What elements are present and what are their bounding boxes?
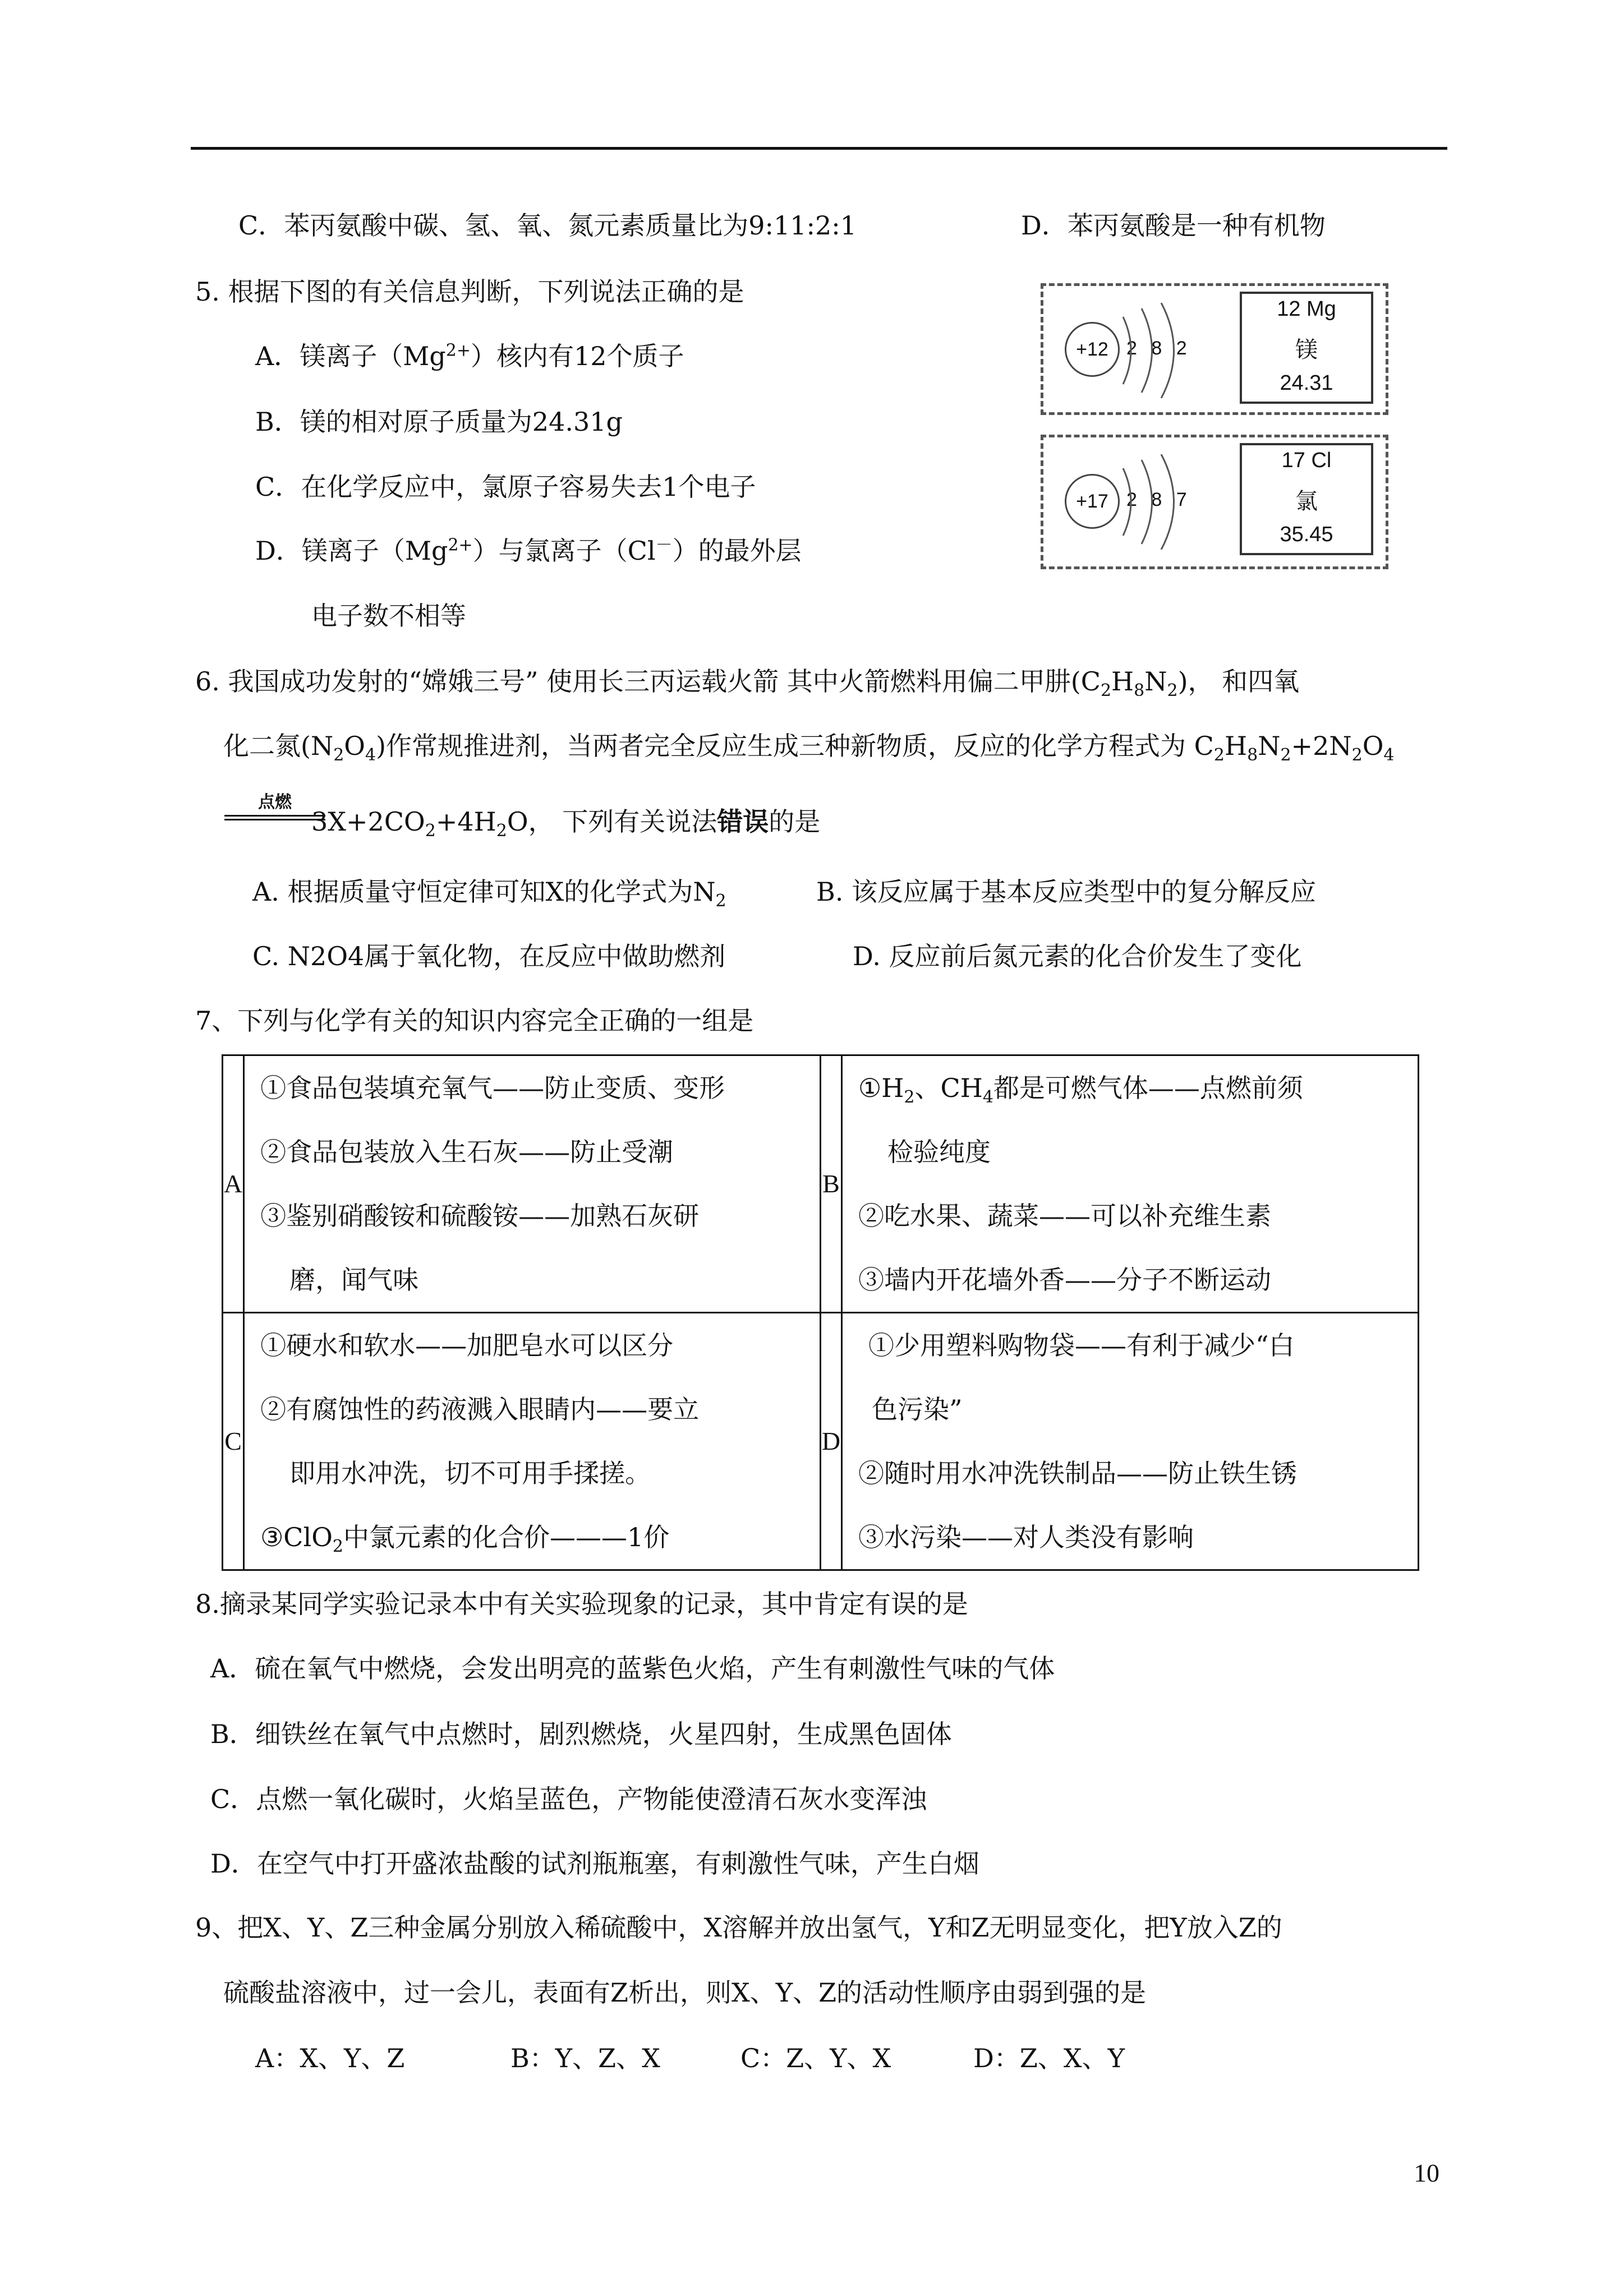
q6-stem-line1: 6. 我国成功发射的“嫦娥三号” 使用长三丙运载火箭 其中火箭燃料用偏二甲肼$(C_2H_8N_2)$， 和四氧 <box>195 666 1300 701</box>
q5-option-c: C．在化学反应中，氯原子容易失去1个电子 <box>255 472 756 502</box>
q6-option-a: A. 根据质量守恒定律可知X的化学式为$N_2$ <box>252 877 726 911</box>
q7-label-d: D <box>820 1313 841 1570</box>
q4-option-c: C．苯丙氨酸中碳、氢、氧、氮元素质量比为9:11:2:1 <box>238 210 857 241</box>
cl-name: 氯 <box>1295 488 1318 514</box>
q7-stem: 7、下列与化学有关的知识内容完全正确的一组是 <box>195 1006 754 1036</box>
page-number: 10 <box>1414 2159 1439 2187</box>
q7-a-line3: ③鉴别硝酸铵和硫酸铵——加熟石灰研 <box>260 1201 700 1231</box>
q7-label-b: B <box>820 1055 841 1313</box>
q8-option-c: C．点燃一氧化碳时，火焰呈蓝色，产物能使澄清石灰水变浑浊 <box>210 1784 927 1814</box>
q9-stem-line2: 硫酸盐溶液中，过一会儿，表面有Z析出，则X、Y、Z的活动性顺序由弱到强的是 <box>223 1977 1147 2008</box>
q7-b-line2: 检验纯度 <box>887 1137 991 1167</box>
cl-mass: 35.45 <box>1280 523 1333 546</box>
q6-option-d: D. 反应前后氮元素的化合价发生了变化 <box>853 941 1302 971</box>
q7-a-line2: ②食品包装放入生石灰——防止受潮 <box>260 1137 674 1167</box>
q8-option-a: A．硫在氧气中燃烧，会发出明亮的蓝紫色火焰，产生有刺激性气味的气体 <box>210 1653 1055 1684</box>
q7-a-line1: ①食品包装填充氧气——防止变质、变形 <box>260 1073 725 1103</box>
cl-electron-shells: 2 8 7 <box>1126 489 1191 510</box>
q7-label-c: C <box>223 1313 244 1570</box>
q6-option-b: B. 该反应属于基本反应类型中的复分解反应 <box>816 877 1317 907</box>
mg-periodic-cell <box>1240 292 1373 404</box>
q6-stem-line3: $3X+2CO_2+4H_2O$， 下列有关说法错误的是 <box>311 806 821 841</box>
q7-cell-c <box>244 1313 821 1570</box>
q7-d-line3: ②随时用水冲洗铁制品——防止铁生锈 <box>858 1458 1298 1488</box>
q5-option-a: A．镁离子$(Mg^{2+})$核内有12个质子 <box>255 340 684 371</box>
q7-cell-b <box>842 1055 1419 1313</box>
q7-b-line4: ③墙内开花墙外香——分子不断运动 <box>858 1265 1272 1295</box>
q5-option-d-continued: 电子数不相等 <box>311 601 466 631</box>
q5-option-b: B．镁的相对原子质量为24.31g <box>255 407 623 437</box>
q9-option-d: D：Z、X、Y <box>973 2043 1125 2073</box>
q7-d-line2: 色污染” <box>872 1394 963 1424</box>
q7-c-line1: ①硬水和软水——加肥皂水可以区分 <box>260 1330 674 1361</box>
q7-c-line4: ③ClO$_2$中氯元素的化合价———1价 <box>260 1522 670 1557</box>
mg-number-symbol: 12 Mg <box>1277 297 1336 321</box>
header-rule <box>191 147 1447 150</box>
q5-option-d: D．镁离子$(Mg^{2+})$与氯离子（Cl－）的最外层 <box>255 535 802 566</box>
mg-shell-arcs <box>1116 303 1189 398</box>
q5-stem: 5. 根据下图的有关信息判断，下列说法正确的是 <box>195 276 744 307</box>
q8-option-b: B．细铁丝在氧气中点燃时，剧烈燃烧，火星四射，生成黑色固体 <box>210 1719 952 1749</box>
reaction-condition <box>224 792 325 820</box>
cl-periodic-cell <box>1240 443 1373 555</box>
q7-cell-a <box>244 1055 821 1313</box>
q9-option-b: B：Y、Z、X <box>510 2043 660 2073</box>
q8-option-d: D．在空气中打开盛浓盐酸的试剂瓶瓶塞，有刺激性气味，产生白烟 <box>210 1848 979 1879</box>
q7-c-line2: ②有腐蚀性的药液溅入眼睛内——要立 <box>260 1394 700 1424</box>
q7-b-line1: $①H_2$、$CH_4$都是可燃气体——点燃前须 <box>858 1073 1303 1108</box>
mg-name: 镁 <box>1295 337 1318 363</box>
q7-c-line3: 即用水冲洗，切不可用手揉搓。 <box>289 1458 651 1488</box>
q6-option-c: C. N2O4属于氧化物，在反应中做助燃剂 <box>252 941 726 971</box>
q7-a-line4: 磨，闻气味 <box>289 1265 419 1295</box>
cl-number-symbol: 17 Cl <box>1281 449 1332 472</box>
mg-mass: 24.31 <box>1280 371 1333 395</box>
mg-nucleus: +12 <box>1065 322 1120 377</box>
q9-option-a: A：X、Y、Z <box>255 2043 405 2073</box>
q7-d-line1: ①少用塑料购物袋——有利于减少“白 <box>868 1330 1295 1361</box>
q7-b-line3: ②吃水果、蔬菜——可以补充维生素 <box>858 1201 1272 1231</box>
q8-stem: 8.摘录某同学实验记录本中有关实验现象的记录，其中肯定有误的是 <box>195 1589 968 1619</box>
q7-table <box>222 1054 1419 1571</box>
q9-option-c: C：Z、Y、X <box>740 2043 891 2073</box>
cl-shell-arcs <box>1116 454 1189 550</box>
q4-option-d: D．苯丙氨酸是一种有机物 <box>1021 210 1326 241</box>
reaction-equals-sign <box>224 815 325 820</box>
cl-nucleus: +17 <box>1065 474 1120 529</box>
reaction-condition-label: 点燃 <box>258 792 292 812</box>
q7-label-a: A <box>223 1055 244 1313</box>
q7-d-line4: ③水污染——对人类没有影响 <box>858 1522 1194 1552</box>
mg-electron-shells: 2 8 2 <box>1126 338 1191 359</box>
q9-stem-line1: 9、把X、Y、Z三种金属分别放入稀硫酸中，X溶解并放出氢气，Y和Z无明显变化，把Y放入Z的 <box>195 1912 1282 1943</box>
q7-cell-d <box>842 1313 1419 1570</box>
q6-stem-line2: 化二氮$(N_2O_4)$作常规推进剂，当两者完全反应生成三种新物质，反应的化学方程式为 $C_2H_8N_2+2N_2O_4$ <box>223 731 1395 766</box>
